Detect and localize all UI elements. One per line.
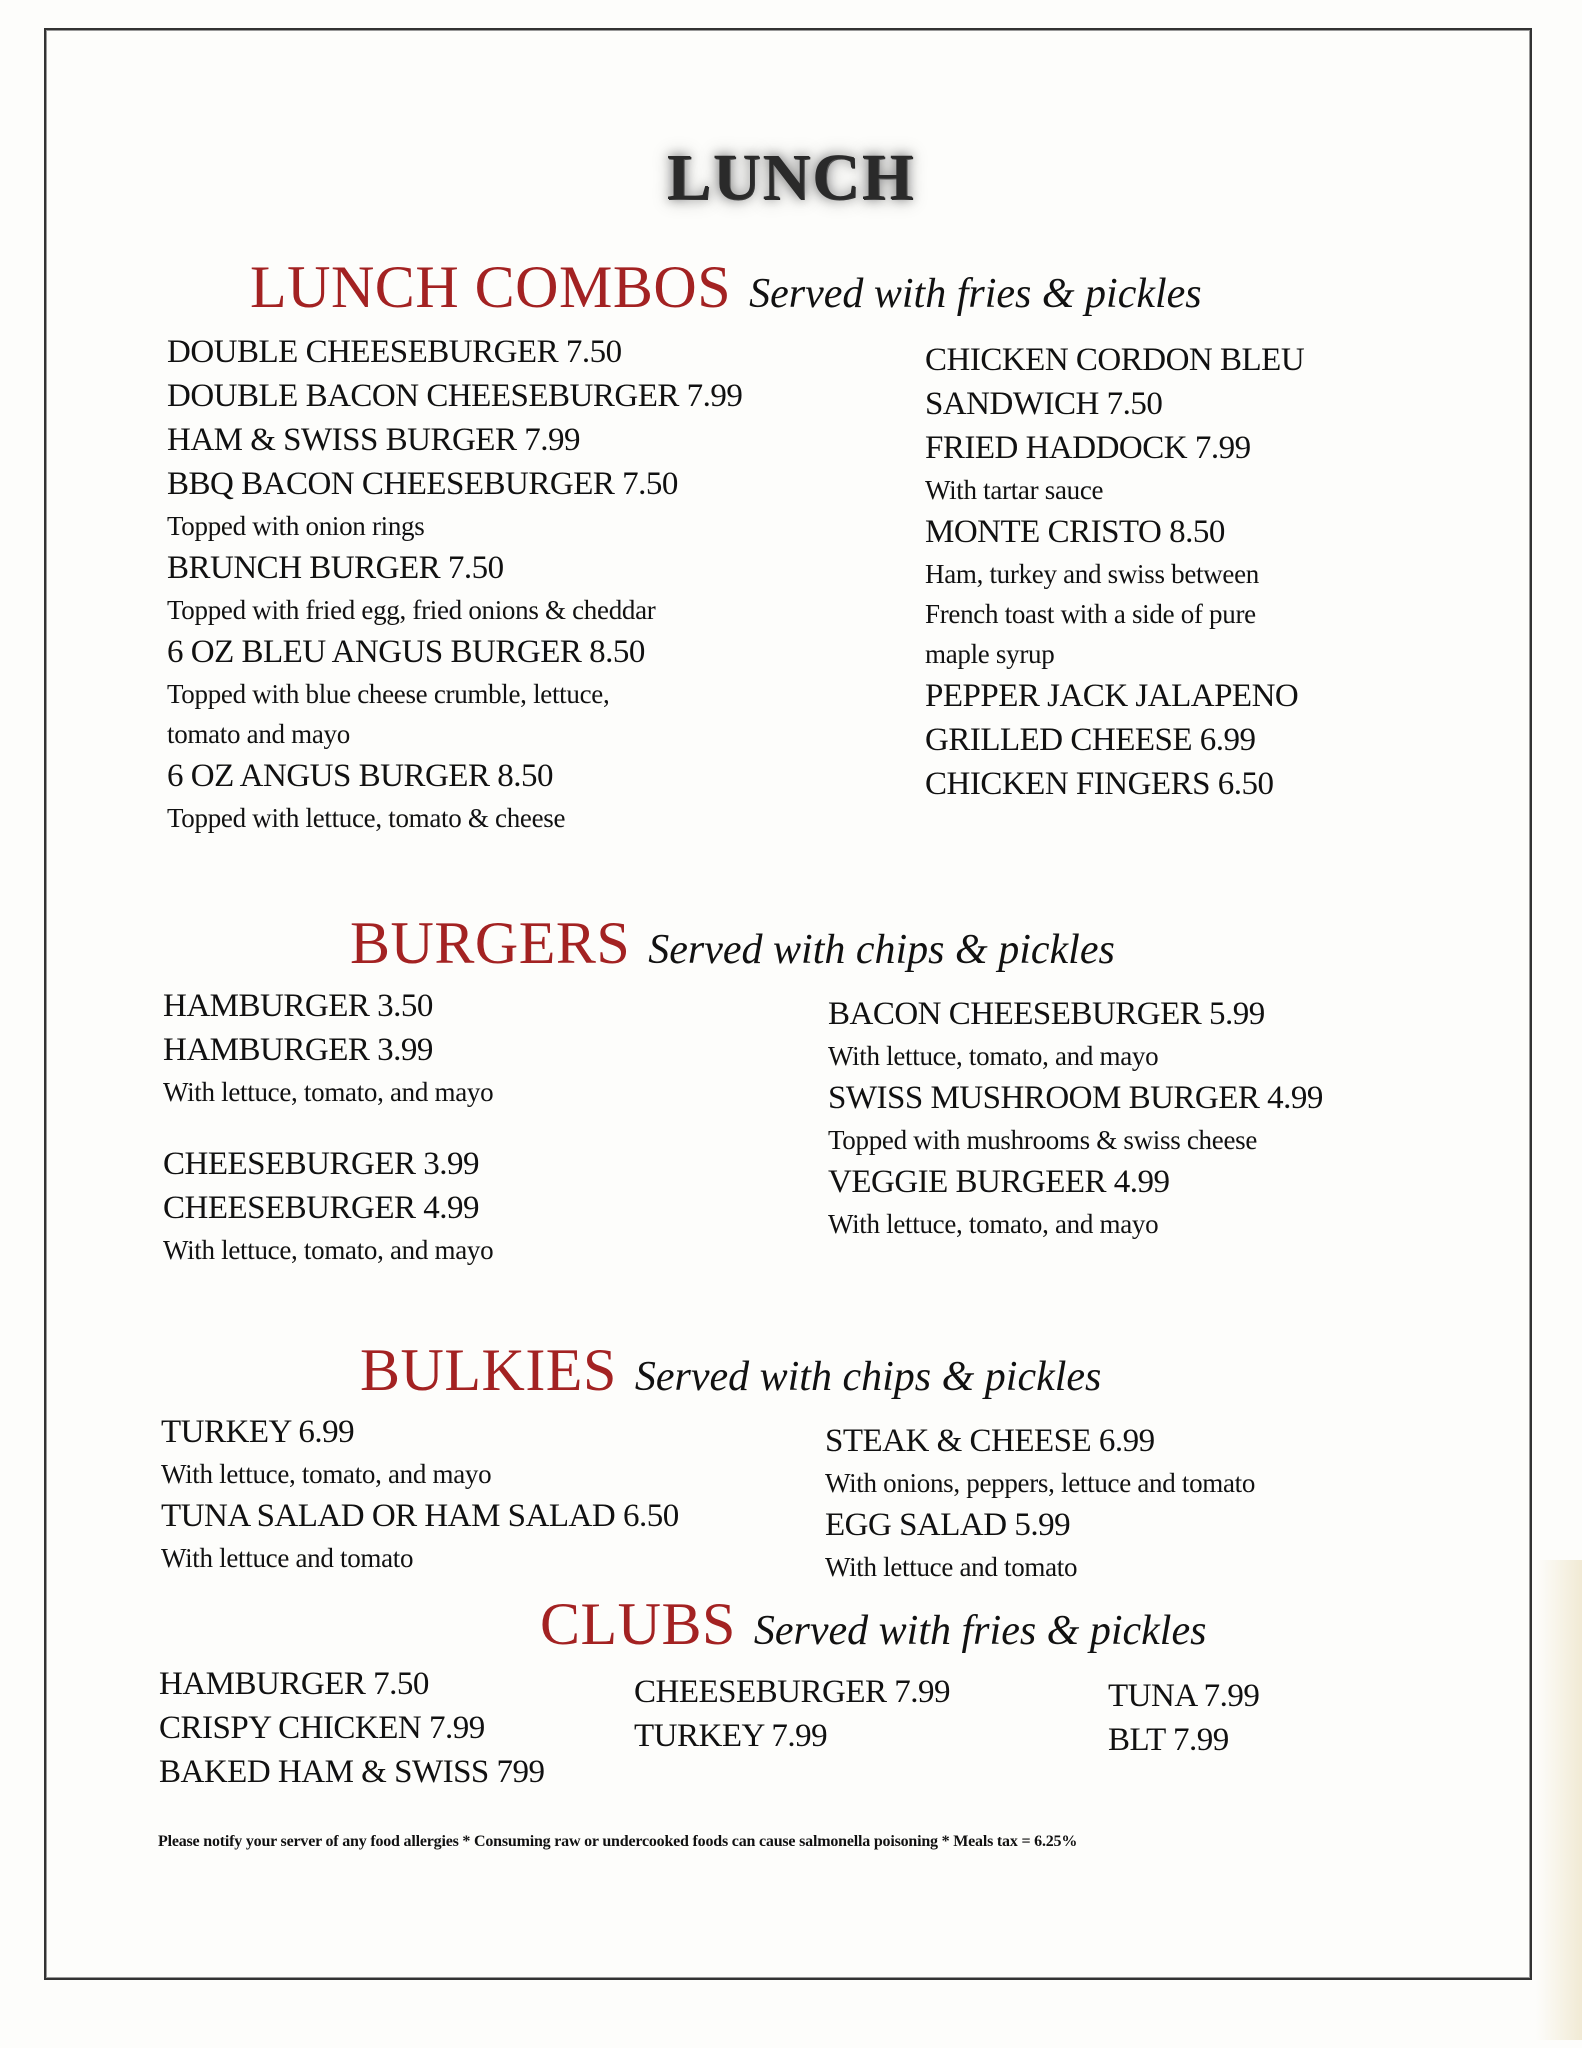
item-description: Topped with onion rings xyxy=(167,511,425,541)
menu-item xyxy=(634,1670,950,1714)
section-title: BURGERS xyxy=(350,910,631,976)
item-description: tomato and mayo xyxy=(167,719,350,749)
allergy-notice: Please notify your server of any food allergies * Consuming raw or undercooked foods can cause salmonella poisoning * Meals tax = 6.25% xyxy=(158,1833,1078,1850)
item-description: Ham, turkey and swiss between xyxy=(925,559,1259,589)
menu-item xyxy=(163,984,493,1028)
item-name: PEPPER JACK JALAPENO xyxy=(925,678,1299,714)
item-description: With lettuce and tomato xyxy=(825,1552,1078,1582)
item-name: BAKED HAM & SWISS 799 xyxy=(159,1754,545,1790)
clubs-column-1 xyxy=(159,1662,545,1794)
item-description: With lettuce, tomato, and mayo xyxy=(828,1209,1159,1239)
menu-item xyxy=(167,374,742,418)
menu-item xyxy=(167,418,742,462)
menu-item xyxy=(925,382,1304,426)
menu-item xyxy=(167,630,742,754)
item-name: STEAK & CHEESE 6.99 xyxy=(825,1423,1155,1459)
menu-item xyxy=(634,1714,950,1758)
section-title: BULKIES xyxy=(360,1337,617,1403)
menu-item xyxy=(161,1410,679,1494)
menu-item xyxy=(925,510,1304,674)
item-name: VEGGIE BURGEER 4.99 xyxy=(828,1164,1170,1200)
menu-item xyxy=(1108,1718,1259,1762)
item-name: CHEESEBURGER 7.99 xyxy=(634,1674,951,1710)
menu-item xyxy=(163,1186,493,1270)
item-name: CHEESEBURGER 4.99 xyxy=(163,1190,480,1226)
item-name: BACON CHEESEBURGER 5.99 xyxy=(828,996,1265,1032)
item-name: SANDWICH 7.50 xyxy=(925,386,1163,422)
spacer xyxy=(163,1112,493,1142)
item-name: CHICKEN CORDON BLEU xyxy=(925,342,1305,378)
section-title: CLUBS xyxy=(540,1591,736,1657)
item-name: SWISS MUSHROOM BURGER 4.99 xyxy=(828,1080,1323,1116)
item-description: With lettuce, tomato, and mayo xyxy=(163,1235,494,1265)
item-description: With tartar sauce xyxy=(925,475,1104,505)
section-subtitle: Served with chips & pickles xyxy=(648,927,1115,973)
item-name: HAMBURGER 3.50 xyxy=(163,988,433,1024)
item-name: EGG SALAD 5.99 xyxy=(825,1507,1071,1543)
menu-item xyxy=(925,674,1304,718)
menu-item xyxy=(163,1028,493,1112)
item-description: With lettuce and tomato xyxy=(161,1543,414,1573)
item-name: HAM & SWISS BURGER 7.99 xyxy=(167,422,580,458)
section-subtitle: Served with fries & pickles xyxy=(749,271,1202,317)
combos-right-column xyxy=(925,338,1304,806)
burgers-left-column xyxy=(163,984,493,1270)
section-header-burgers xyxy=(350,910,1115,976)
item-name: MONTE CRISTO 8.50 xyxy=(925,514,1225,550)
section-header-bulkies xyxy=(360,1337,1102,1403)
section-subtitle: Served with fries & pickles xyxy=(753,1608,1207,1654)
menu-item xyxy=(167,754,742,838)
menu-item xyxy=(1108,1674,1259,1718)
menu-item xyxy=(925,338,1304,382)
menu-item xyxy=(159,1662,545,1706)
menu-item xyxy=(828,1160,1323,1244)
page-title: LUNCH xyxy=(666,141,916,214)
item-description: Topped with lettuce, tomato & cheese xyxy=(167,803,566,833)
menu-item xyxy=(828,1076,1323,1160)
item-name: CRISPY CHICKEN 7.99 xyxy=(159,1710,485,1746)
item-name: TUNA 7.99 xyxy=(1108,1678,1260,1714)
item-name: GRILLED CHEESE 6.99 xyxy=(925,722,1256,758)
section-header-combos xyxy=(250,254,1202,320)
item-name: DOUBLE BACON CHEESEBURGER 7.99 xyxy=(167,378,743,414)
bulkies-right-column xyxy=(825,1419,1255,1587)
item-name: HAMBURGER 7.50 xyxy=(159,1666,429,1702)
menu-item xyxy=(825,1419,1255,1503)
item-description: With lettuce, tomato, and mayo xyxy=(163,1077,494,1107)
menu-item xyxy=(167,462,742,546)
item-description: With lettuce, tomato, and mayo xyxy=(828,1041,1159,1071)
item-name: DOUBLE CHEESEBURGER 7.50 xyxy=(167,334,622,370)
item-description: maple syrup xyxy=(925,639,1055,669)
item-name: TURKEY 7.99 xyxy=(634,1718,828,1754)
item-name: HAMBURGER 3.99 xyxy=(163,1032,433,1068)
item-name: BBQ BACON CHEESEBURGER 7.50 xyxy=(167,466,678,502)
section-header-clubs xyxy=(540,1591,1207,1657)
item-name: 6 OZ ANGUS BURGER 8.50 xyxy=(167,758,553,794)
item-name: TUNA SALAD OR HAM SALAD 6.50 xyxy=(161,1498,679,1534)
menu-item xyxy=(925,718,1304,762)
item-name: BLT 7.99 xyxy=(1108,1722,1229,1758)
item-name: TURKEY 6.99 xyxy=(161,1414,355,1450)
menu-item xyxy=(167,330,742,374)
burgers-right-column xyxy=(828,992,1323,1244)
menu-item xyxy=(159,1706,545,1750)
item-description: Topped with fried egg, fried onions & cheddar xyxy=(167,595,656,625)
item-description: Topped with blue cheese crumble, lettuce, xyxy=(167,679,610,709)
section-title: LUNCH COMBOS xyxy=(250,254,732,320)
bulkies-left-column xyxy=(161,1410,679,1578)
clubs-column-2 xyxy=(634,1670,950,1758)
item-description: With lettuce, tomato, and mayo xyxy=(161,1459,492,1489)
menu-item xyxy=(828,992,1323,1076)
item-description: Topped with mushrooms & swiss cheese xyxy=(828,1125,1258,1155)
menu-item xyxy=(167,546,742,630)
paper-edge xyxy=(1536,1560,1582,2040)
item-description: With onions, peppers, lettuce and tomato xyxy=(825,1468,1256,1498)
item-name: FRIED HADDOCK 7.99 xyxy=(925,430,1251,466)
item-name: BRUNCH BURGER 7.50 xyxy=(167,550,504,586)
section-subtitle: Served with chips & pickles xyxy=(634,1354,1102,1400)
menu-item xyxy=(159,1750,545,1794)
menu-item xyxy=(163,1142,493,1186)
combos-left-column xyxy=(167,330,742,838)
clubs-column-3 xyxy=(1108,1674,1259,1762)
item-name: CHICKEN FINGERS 6.50 xyxy=(925,766,1274,802)
menu-item xyxy=(925,426,1304,510)
item-name: 6 OZ BLEU ANGUS BURGER 8.50 xyxy=(167,634,645,670)
menu-item xyxy=(161,1494,679,1578)
item-name: CHEESEBURGER 3.99 xyxy=(163,1146,480,1182)
menu-item xyxy=(925,762,1304,806)
menu-item xyxy=(825,1503,1255,1587)
item-description: French toast with a side of pure xyxy=(925,599,1256,629)
